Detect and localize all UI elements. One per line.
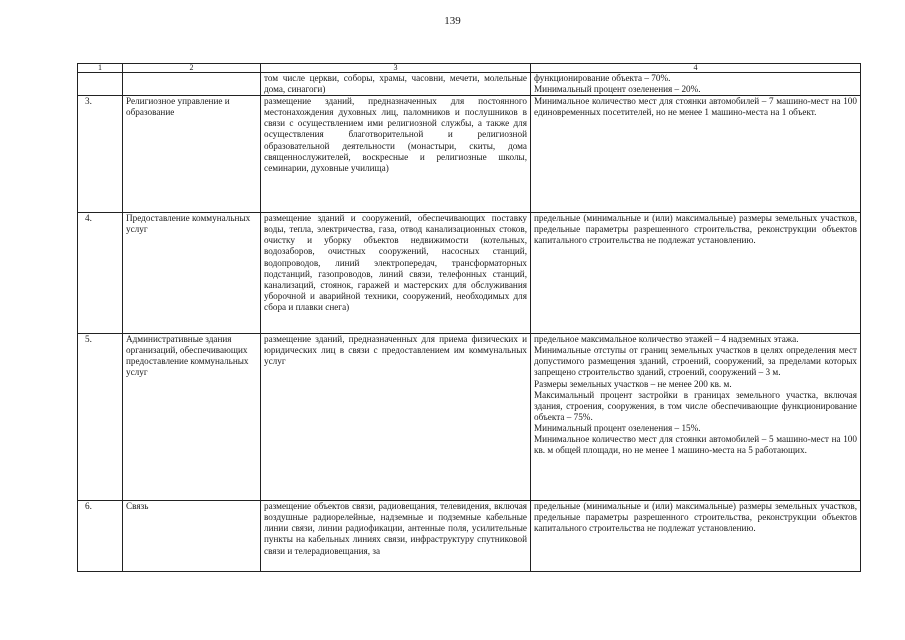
table-header-row <box>78 64 861 73</box>
use-type-name: Административные здания организаций, обеспечивающих предоставление коммунальных услуг <box>123 334 261 501</box>
page-number: 139 <box>444 15 461 27</box>
parameters-cell <box>531 73 861 96</box>
use-type-description: размещение зданий и сооружений, обеспечивающих поставку воды, тепла, электричества, газа, отвод канализационных стоков, очистку и уборку объектов недвижимости (котельных, водозаборов, очистных сооружений, насосных станций, водопроводов, линий электропередач, трансформаторных подстанций, газопроводов, линий связи, телефонных станций, канализаций, стоянок, гаражей и мастерских для обслуживания уборочной и аварийной техники, сооружений, необходимых для сбора и плавки снега) <box>261 213 531 334</box>
parameter-text: Размеры земельных участков – не менее 200 кв. м. <box>534 378 732 389</box>
use-type-name: Предоставление коммунальных услуг <box>123 213 261 334</box>
use-type-description: размещение объектов связи, радиовещания, телевидения, включая воздушные радиорелейные, надземные и подземные кабельные линии связи, линии радиофикации, антенные поля, усилительные пункты на кабельных линиях связи, инфраструктуру спутниковой связи и телерадиовещания, за <box>261 501 531 572</box>
parameters-cell <box>531 334 861 501</box>
parameter-text: Минимальный процент озеленения – 20%. <box>534 84 701 95</box>
use-type-name <box>123 73 261 96</box>
parameter-text: предельные (минимальные и (или) максимальные) размеры земельных участков, предельные параметры разрешенного строительства, реконструкции объектов капитального строительства не подлежат установлению. <box>534 213 857 246</box>
parameter-text: функционирование объекта – 70%. <box>534 73 671 83</box>
use-type-name: Связь <box>123 501 261 572</box>
row-number: 4. <box>78 213 123 334</box>
header-cell-4: 4 <box>531 64 861 73</box>
header-cell-2: 2 <box>123 64 261 73</box>
parameter-text: предельное максимальное количество этажей – 4 надземных этажа. <box>534 334 799 345</box>
use-type-description: размещение зданий, предназначенных для приема физических и юридических лиц в связи с предоставлением им коммунальных услуг <box>261 334 531 501</box>
parameters-cell <box>531 213 861 334</box>
use-type-description: размещение зданий, предназначенных для постоянного местонахождения духовных лиц, паломников и послушников в связи с осуществлением ими религиозной службы, а также для осуществления благотворительной и религиозной образовательной деятельности (монастыри, скиты, дома священнослужителей, воскресные и религиозные школы, семинарии, духовные училища) <box>261 96 531 213</box>
header-cell-3: 3 <box>261 64 531 73</box>
parameter-text: Минимальное количество мест для стоянки автомобилей – 5 машино-мест на 100 кв. м общей площади, но не менее 1 машино-места на 5 работающих. <box>534 434 857 456</box>
row-number: 3. <box>78 96 123 213</box>
table-row <box>78 96 861 213</box>
parameter-text: Минимальный процент озеленения – 15%. <box>534 422 701 433</box>
table-row <box>78 501 861 572</box>
row-number <box>78 73 123 96</box>
use-type-name: Религиозное управление и образование <box>123 96 261 213</box>
parameters-cell <box>531 96 861 213</box>
use-type-description: том числе церкви, соборы, храмы, часовни, мечети, молельные дома, синагоги) <box>261 73 531 96</box>
parameter-text: предельные (минимальные и (или) максимальные) размеры земельных участков, предельные параметры разрешенного строительства, реконструкции объектов капитального строительства не подлежат установлению. <box>534 501 857 534</box>
parameter-text: Максимальный процент застройки в границах земельного участка, включая здания, строения, сооружения, в том числе обеспечивающие функционирование объекта – 75%. <box>534 389 857 422</box>
parameters-cell <box>531 501 861 572</box>
parameter-text: Минимальное количество мест для стоянки автомобилей – 7 машино-мест на 100 единовременных посетителей, но не менее 1 машино-места на 1 объект. <box>534 96 857 118</box>
parameter-text: Минимальные отступы от границ земельных участков в целях определения мест допустимого размещения зданий, строений, сооружений, за пределами которых запрещено строительство зданий, строений, сооружений – 3 м. <box>534 345 857 378</box>
row-number: 5. <box>78 334 123 501</box>
table-row <box>78 334 861 501</box>
row-number: 6. <box>78 501 123 572</box>
table-row <box>78 213 861 334</box>
header-cell-1: 1 <box>78 64 123 73</box>
table-row <box>78 73 861 96</box>
land-use-table <box>77 63 861 572</box>
